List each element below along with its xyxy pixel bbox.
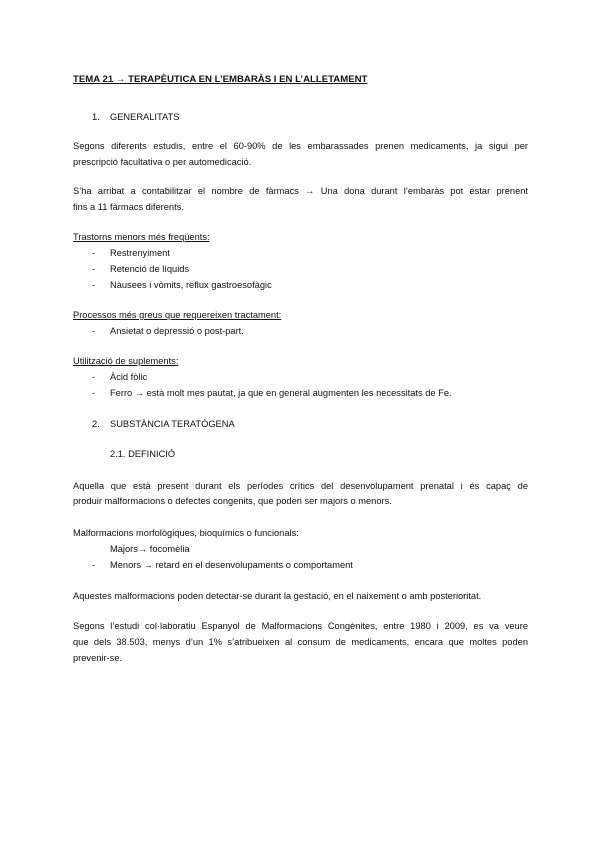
bullet-dash: - — [92, 280, 96, 290]
severe-processes-heading: Processos més greus que requereixen tractament: — [73, 310, 282, 320]
section-1-heading: GENERALITATS — [110, 112, 180, 122]
paragraph-line: S’ha arribat a contabilitzar el nombre de fàrmacs → Una dona durant l’embaràs pot estar prenent — [73, 186, 528, 196]
paragraph-line: Malformacions morfològiques, bioquímics o funcionals: — [73, 528, 299, 538]
list-item: Ferro → està molt mes pautat, ja que en general augmenten les necessitats de Fe. — [110, 388, 452, 398]
subsection-heading: 2.1. DEFINICIÓ — [110, 449, 176, 459]
bullet-dash: - — [92, 388, 96, 398]
list-item: Nàusees i vòmits, reflux gastroesofàgic — [110, 280, 272, 290]
paragraph-line: Aquella que està present durant els períodes crítics del desenvolupament prenatal i és capaç de — [73, 481, 528, 491]
paragraph-line: fins a 11 fàrmacs diferents. — [73, 202, 184, 212]
bullet-dash: - — [92, 372, 96, 382]
list-item: Ansietat o depressió o post-part. — [110, 326, 244, 336]
paragraph-line: que dels 38.503, menys d’un 1% s’atribueixen al consum de medicaments, encara que moltes poden — [73, 637, 528, 647]
minor-disorders-heading: Trastorns menors més freqüents: — [73, 232, 210, 242]
paragraph-line: produir malformacions o defectes congenits, que poden ser majors o menors. — [73, 496, 392, 506]
paragraph-line: Segons l’estudi col·laboratiu Espanyol de Malformacions Congènites, entre 1980 i 2009, es va veure — [73, 621, 528, 631]
bullet-dash: - — [92, 248, 96, 258]
document-title: TEMA 21 → TERAPÈUTICA EN L’EMBARÀS I EN L’ALLETAMENT — [73, 74, 368, 85]
section-1-number: 1. — [92, 112, 100, 122]
list-item: Retenció de líquids — [110, 264, 190, 274]
paragraph-line: prevenir-se. — [73, 653, 123, 663]
list-item: Majors→ focomèlia — [110, 544, 190, 554]
paragraph-line: prescripció facultativa o per automedicació. — [73, 157, 252, 167]
list-item: Àcid fòlic — [110, 372, 148, 382]
bullet-dash: - — [92, 560, 96, 570]
paragraph-line: Segons diferents estudis, entre el 60-90% de les embarassades prenen medicaments, ja sigui per — [73, 141, 528, 151]
supplements-heading: Utilització de suplements: — [73, 356, 179, 366]
list-item: Restrenyiment — [110, 248, 170, 258]
bullet-dash: - — [92, 326, 96, 336]
section-2-heading: SUBSTÀNCIA TERATÓGENA — [110, 419, 235, 429]
list-item: Menors → retard en el desenvolupaments o comportament — [110, 560, 353, 570]
paragraph-line: Aquestes malformacions poden detectar-se durant la gestació, en el naixement o amb posterioritat. — [73, 591, 482, 601]
section-2-number: 2. — [92, 419, 100, 429]
bullet-dash: - — [92, 264, 96, 274]
